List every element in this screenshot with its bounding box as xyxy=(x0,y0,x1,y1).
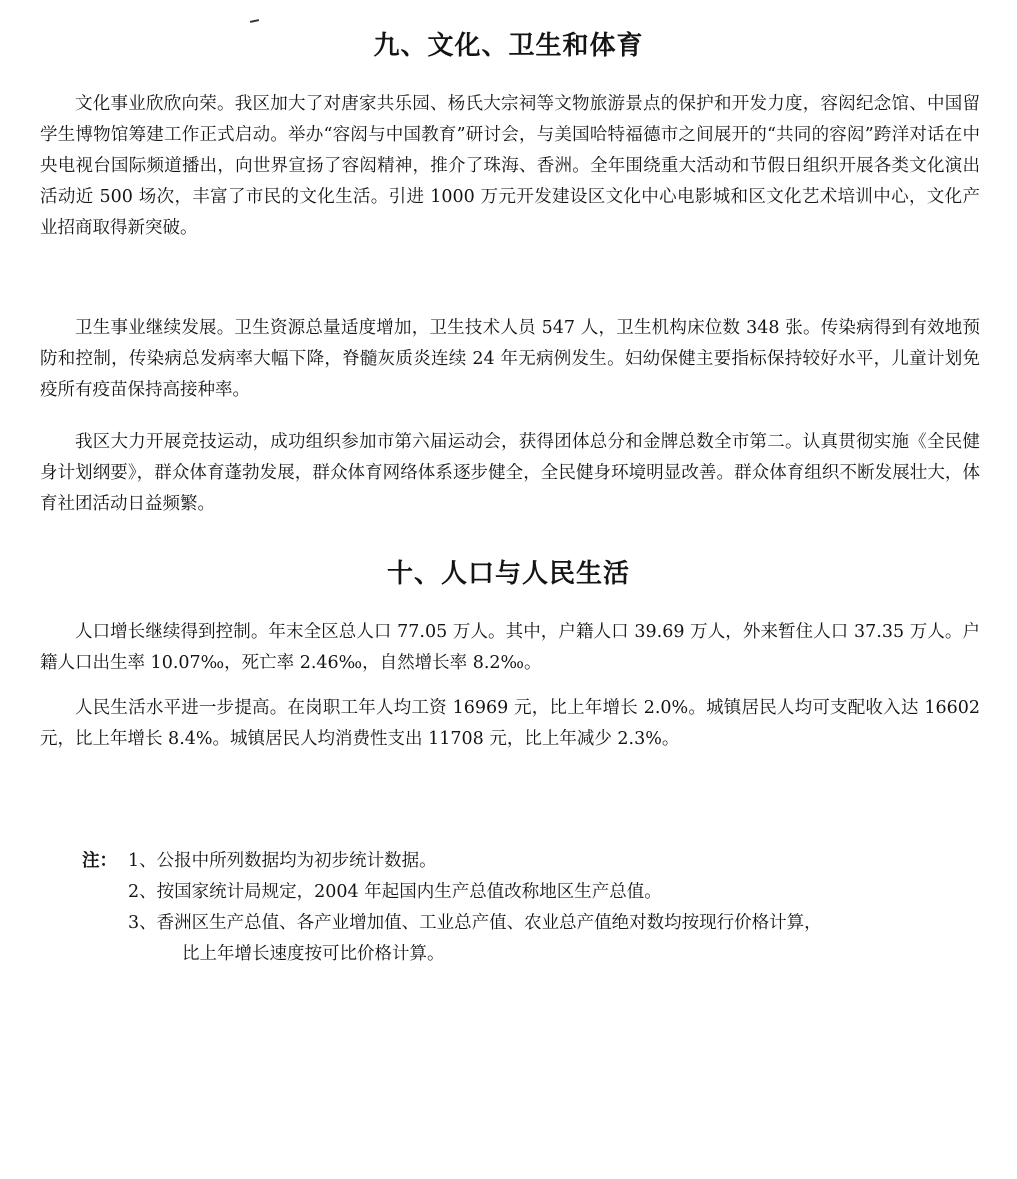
note-item-2: 2、按国家统计局规定，2004 年起国内生产总值改称地区生产总值。 xyxy=(128,882,662,902)
notes-lead: 注： xyxy=(82,851,117,871)
note-item-1: 1、公报中所列数据均为初步统计数据。 xyxy=(128,851,437,871)
note-item-3: 3、香洲区生产总值、各产业增加值、工业总产值、农业总产值绝对数均按现行价格计算， xyxy=(128,913,822,933)
paragraph-health: 卫生事业继续发展。卫生资源总量适度增加，卫生技术人员 547 人，卫生机构床位数 348 张。传染病得到有效地预防和控制，传染病总发病率大幅下降，脊髓灰质炎连续 24 年无病例发生。妇幼保健主要指标保持较好水平，儿童计划免疫所有疫苗保持高接种率。 xyxy=(40,318,980,400)
section-title-population: 十、人口与人民生活 xyxy=(386,559,630,589)
paragraph-sports: 我区大力开展竞技运动，成功组织参加市第六届运动会，获得团体总分和金牌总数全市第二。认真贯彻实施《全民健身计划纲要》，群众体育蓬勃发展，群众体育网络体系逐步健全，全民健身环境明显改善。群众体育组织不断发展壮大，体育社团活动日益频繁。 xyxy=(40,432,980,514)
paragraph-culture: 文化事业欣欣向荣。我区加大了对唐家共乐园、杨氏大宗祠等文物旅游景点的保护和开发力度，容闳纪念馆、中国留学生博物馆筹建工作正式启动。举办“容闳与中国教育”研讨会，与美国哈特福德市之间展开的“共同的容闳”跨洋对话在中央电视台国际频道播出，向世界宣扬了容闳精神，推介了珠海、香洲。全年围绕重大活动和节假日组织开展各类文化演出活动近 500 场次，丰富了市民的文化生活。引进 1000 万元开发建设区文化中心电影城和区文化艺术培训中心，文化产业招商取得新突破。 xyxy=(40,94,980,238)
paragraph-population: 人口增长继续得到控制。年末全区总人口 77.05 万人。其中，户籍人口 39.69 万人，外来暂住人口 37.35 万人。户籍人口出生率 10.07‰，死亡率 2.46‰，自然增长率 8.2‰。 xyxy=(40,622,980,673)
section-title-culture: 九、文化、卫生和体育 xyxy=(373,31,644,61)
notes-block xyxy=(82,846,982,970)
scan-speck xyxy=(250,19,259,23)
note-item-3-continued: 比上年增长速度按可比价格计算。 xyxy=(182,944,445,964)
paragraph-living-standards: 人民生活水平进一步提高。在岗职工年人均工资 16969 元，比上年增长 2.0%。城镇居民人均可支配收入达 16602 元，比上年增长 8.4%。城镇居民人均消费性支出 11708 元，比上年减少 2.3%。 xyxy=(40,698,980,749)
